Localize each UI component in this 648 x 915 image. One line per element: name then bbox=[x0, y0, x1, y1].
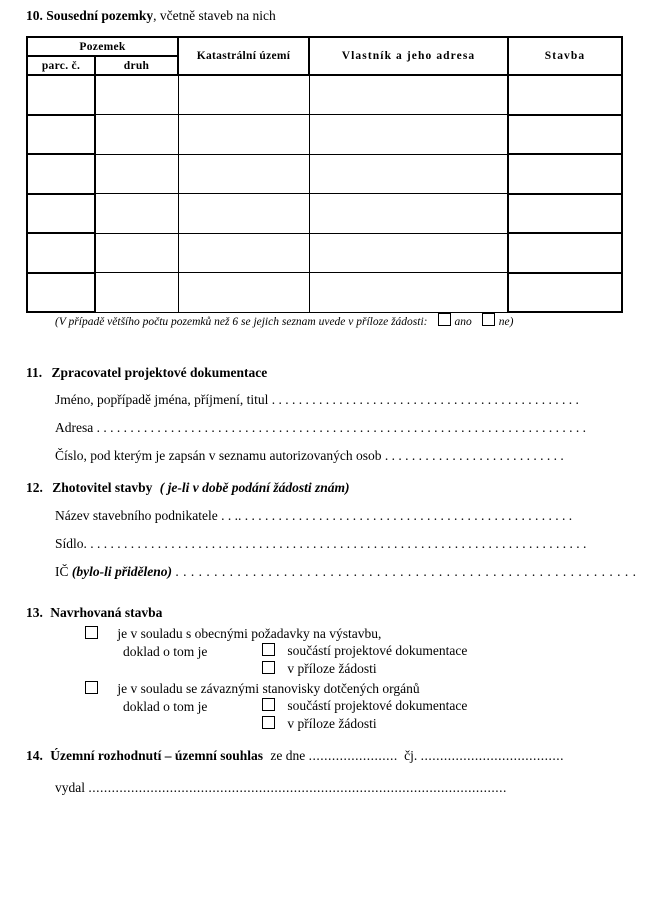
section-12-title: Zhotovitel stavby bbox=[52, 480, 153, 495]
table-row[interactable] bbox=[27, 75, 622, 115]
section-13-item-2-option-2 bbox=[262, 716, 377, 732]
cell-druh[interactable] bbox=[95, 194, 178, 234]
section-12-ic-label: IČ bbox=[55, 564, 69, 579]
section-14-date-label: ze dne bbox=[270, 748, 306, 763]
cell-stavba[interactable] bbox=[508, 233, 622, 273]
cell-druh[interactable] bbox=[95, 154, 178, 194]
section-14-number: 14. bbox=[26, 748, 43, 763]
section-13-item-1-sub bbox=[123, 644, 207, 660]
cell-parc-c[interactable] bbox=[27, 115, 95, 155]
table-header-row-1 bbox=[27, 37, 622, 56]
cell-parc-c[interactable] bbox=[27, 194, 95, 234]
cell-parc-c[interactable] bbox=[27, 154, 95, 194]
cell-stavba[interactable] bbox=[508, 194, 622, 234]
cell-vlastnik-adresa[interactable] bbox=[309, 75, 508, 115]
section-13-item-2-option-2-label: v příloze žádosti bbox=[287, 716, 377, 731]
cell-katastralni-uzemi[interactable] bbox=[178, 154, 309, 194]
header-pozemek: Pozemek bbox=[27, 37, 178, 56]
cell-druh[interactable] bbox=[95, 273, 178, 313]
section-13-number: 13. bbox=[26, 605, 43, 620]
header-katastralni-uzemi: Katastrální území bbox=[178, 37, 309, 75]
section-12-field-seat[interactable]: Sídlo. . . . . . . . . . . . . . . . . . . . . . . . . . . . . . . . . . . . . . . . . . . . . . . . . . . . . . . . . . . . . . . . . . . . . . . . . . . bbox=[55, 536, 587, 551]
section-14-issued-value[interactable]: ............................................................................................................ bbox=[88, 780, 507, 795]
checkbox-priloha-ne[interactable] bbox=[482, 313, 495, 326]
checkbox-soucasti-projektove-dokumentace-1[interactable] bbox=[262, 643, 275, 656]
cell-vlastnik-adresa[interactable] bbox=[309, 273, 508, 313]
note-text: (V případě většího počtu pozemků než 6 se jejich seznam uvede v příloze žádosti: bbox=[55, 316, 428, 328]
checkbox-soucasti-projektove-dokumentace-2[interactable] bbox=[262, 698, 275, 711]
cell-vlastnik-adresa[interactable] bbox=[309, 115, 508, 155]
neighbors-table-note bbox=[55, 313, 513, 328]
cell-stavba[interactable] bbox=[508, 75, 622, 115]
section-13-title: Navrhovaná stavba bbox=[50, 605, 163, 620]
section-10-title-rest: , včetně staveb na nich bbox=[153, 8, 276, 23]
cell-vlastnik-adresa[interactable] bbox=[309, 154, 508, 194]
cell-katastralni-uzemi[interactable] bbox=[178, 194, 309, 234]
section-10-number: 10. bbox=[26, 8, 43, 23]
section-13-heading bbox=[26, 605, 162, 621]
section-13-item-1-option-2 bbox=[262, 661, 377, 677]
section-12-number: 12. bbox=[26, 480, 43, 495]
header-vlastnik-adresa: Vlastník a jeho adresa bbox=[309, 37, 508, 75]
section-11-field-registration-number[interactable]: Číslo, pod kterým je zapsán v seznamu autorizovaných osob . . . . . . . . . . . . . . . . . . . . . . . . . . . bbox=[55, 448, 564, 463]
section-13-item-1-option-1 bbox=[262, 643, 467, 659]
cell-stavba[interactable] bbox=[508, 154, 622, 194]
checkbox-souladu-obecnymi-pozadavky[interactable] bbox=[85, 626, 98, 639]
section-14-title: Územní rozhodnutí – územní souhlas bbox=[50, 748, 264, 763]
table-row[interactable] bbox=[27, 154, 622, 194]
section-13-item-2-option-1 bbox=[262, 698, 467, 714]
cell-stavba[interactable] bbox=[508, 273, 622, 313]
section-14-heading bbox=[26, 748, 564, 764]
cell-vlastnik-adresa[interactable] bbox=[309, 233, 508, 273]
header-druh: druh bbox=[95, 56, 178, 75]
section-13-item-1-sub-label: doklad o tom je bbox=[123, 644, 208, 659]
checkbox-souladu-zavaznymi-stanovisky[interactable] bbox=[85, 681, 98, 694]
section-11-field-name[interactable]: Jméno, popřípadě jména, příjmení, titul . . . . . . . . . . . . . . . . . . . . . . . . . . . . . . . . . . . . . . . . . . . . . . bbox=[55, 392, 579, 407]
table-row[interactable] bbox=[27, 194, 622, 234]
section-11-title: Zpracovatel projektové dokumentace bbox=[51, 365, 268, 380]
section-13-item-2-sub-label: doklad o tom je bbox=[123, 699, 208, 714]
section-11-number: 11. bbox=[26, 365, 43, 380]
section-11-heading bbox=[26, 365, 267, 381]
note-no-label: ne) bbox=[498, 316, 514, 328]
cell-katastralni-uzemi[interactable] bbox=[178, 115, 309, 155]
section-12-field-ic[interactable] bbox=[55, 564, 636, 580]
section-11-field-address[interactable]: Adresa . . . . . . . . . . . . . . . . . . . . . . . . . . . . . . . . . . . . . . . . . . . . . . . . . . . . . . . . . . . . . . . . . . . . . . . . . bbox=[55, 420, 586, 435]
cell-druh[interactable] bbox=[95, 233, 178, 273]
section-14-issued-label: vydal bbox=[55, 780, 85, 795]
header-parc-c: parc. č. bbox=[27, 56, 95, 75]
cell-vlastnik-adresa[interactable] bbox=[309, 194, 508, 234]
section-13-item-1-option-1-label: součástí projektové dokumentace bbox=[287, 643, 468, 658]
table-row[interactable] bbox=[27, 233, 622, 273]
checkbox-priloha-ano[interactable] bbox=[438, 313, 451, 326]
section-12-title-note: ( je-li v době podání žádosti znám) bbox=[159, 480, 350, 495]
section-12-ic-note: (bylo-li přiděleno) bbox=[71, 564, 172, 579]
section-14-date-value[interactable]: ....................... bbox=[308, 748, 398, 763]
section-14-issued-by bbox=[55, 780, 507, 796]
table-row[interactable] bbox=[27, 115, 622, 155]
checkbox-v-priloze-zadosti-1[interactable] bbox=[262, 661, 275, 674]
section-12-ic-dots: . . . . . . . . . . . . . . . . . . . . . . . . . . . . . . . . . . . . . . . . . . . . . . . . . . . . . . . . . . . . bbox=[175, 564, 637, 579]
section-13-item-1-label: je v souladu s obecnými požadavky na výstavbu, bbox=[117, 626, 382, 641]
section-12-heading bbox=[26, 480, 350, 496]
cell-katastralni-uzemi[interactable] bbox=[178, 233, 309, 273]
cell-druh[interactable] bbox=[95, 75, 178, 115]
section-14-cj-label: čj. bbox=[404, 748, 418, 763]
cell-parc-c[interactable] bbox=[27, 75, 95, 115]
checkbox-v-priloze-zadosti-2[interactable] bbox=[262, 716, 275, 729]
section-10-heading bbox=[26, 8, 276, 24]
cell-parc-c[interactable] bbox=[27, 273, 95, 313]
section-13-item-2-option-1-label: součástí projektové dokumentace bbox=[287, 698, 468, 713]
cell-druh[interactable] bbox=[95, 115, 178, 155]
section-13-item-1 bbox=[85, 626, 381, 642]
section-13-item-2-label: je v souladu se závaznými stanovisky dotčených orgánů bbox=[117, 681, 420, 696]
section-13-item-2 bbox=[85, 681, 420, 697]
cell-parc-c[interactable] bbox=[27, 233, 95, 273]
section-10-title: Sousední pozemky bbox=[46, 8, 154, 23]
neighbors-table bbox=[26, 36, 623, 313]
section-12-field-contractor-name[interactable]: Název stavebního podnikatele . . .. . . . . . . . . . . . . . . . . . . . . . . . . . . . . . . . . . . . . . . . . . . . . . . . . . bbox=[55, 508, 573, 523]
note-yes-label: ano bbox=[454, 316, 472, 328]
cell-katastralni-uzemi[interactable] bbox=[178, 75, 309, 115]
table-row[interactable] bbox=[27, 273, 622, 313]
cell-stavba[interactable] bbox=[508, 115, 622, 155]
cell-katastralni-uzemi[interactable] bbox=[178, 273, 309, 313]
header-stavba: Stavba bbox=[508, 37, 622, 75]
section-13-item-2-sub bbox=[123, 699, 207, 715]
section-13-item-1-option-2-label: v příloze žádosti bbox=[287, 661, 377, 676]
section-14-cj-value[interactable]: ..................................... bbox=[420, 748, 565, 763]
